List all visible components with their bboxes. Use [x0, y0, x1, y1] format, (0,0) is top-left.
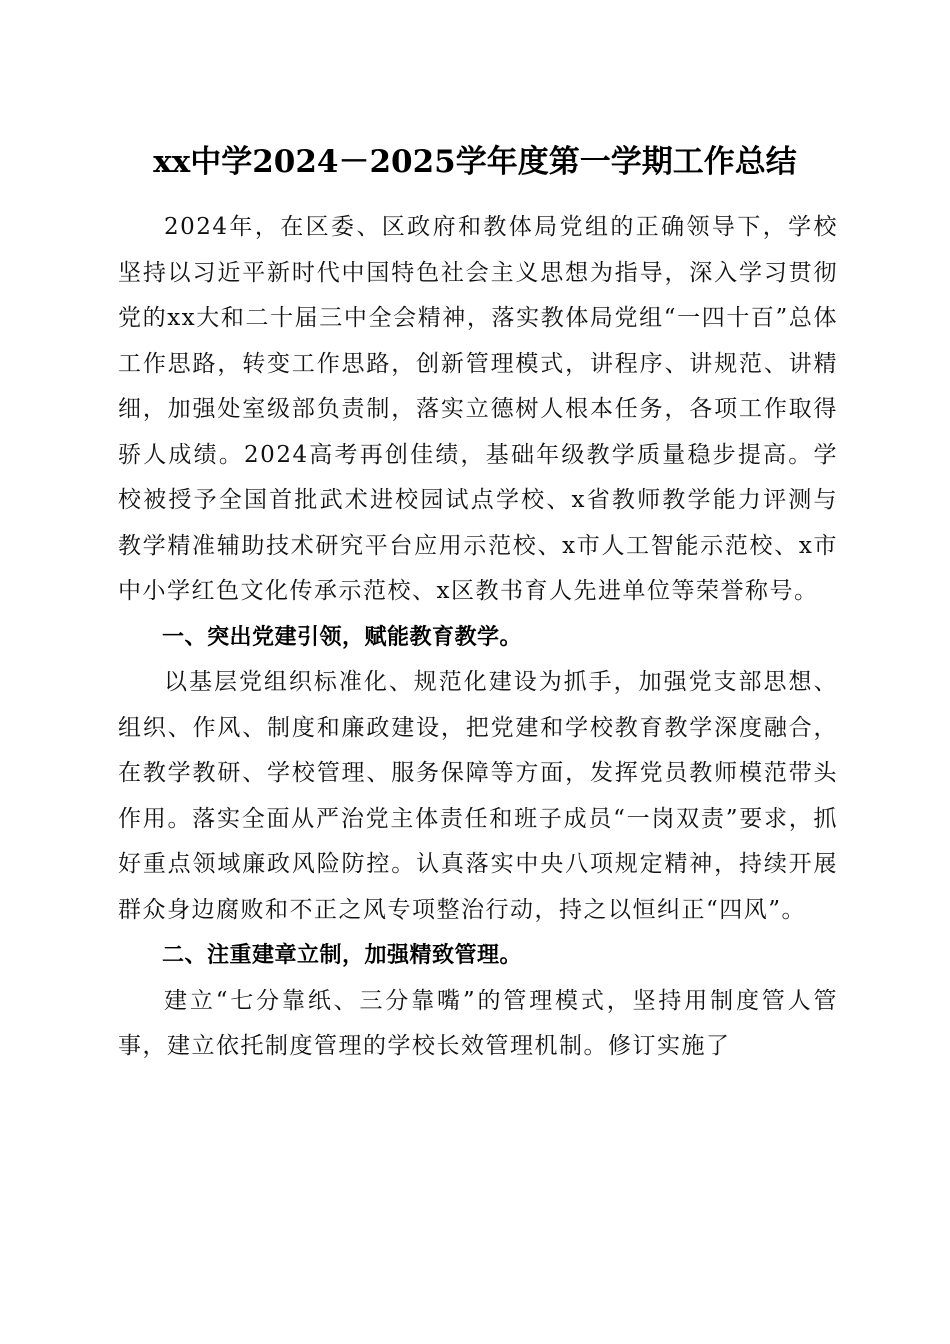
document-body	[118, 205, 838, 1070]
section-paragraph-2: 建立“七分靠纸、三分靠嘴”的管理模式，坚持用制度管人管事，建立依托制度管理的学校长效管理机制。修订实施了	[118, 987, 838, 1059]
intro-paragraph: 2024年，在区委、区政府和教体局党组的正确领导下，学校坚持以习近平新时代中国特色社会主义思想为指导，深入学习贯彻党的xx大和二十届三中全会精神，落实教体局党组“一四十百”总体工作思路，转变工作思路，创新管理模式，讲程序、讲规范、讲精细，加强处室级部负责制，落实立德树人根本任务，各项工作取得骄人成绩。2024高考再创佳绩，基础年级教学质量稳步提高。学校被授予全国首批武术进校园试点学校、x省教师教学能力评测与教学精准辅助技术研究平台应用示范校、x市人工智能示范校、x市中小学红色文化传承示范校、x区教书育人先进单位等荣誉称号。	[118, 214, 838, 604]
section-heading-1: 一、突出党建引领，赋能教育教学。	[162, 624, 523, 650]
section-heading-2: 二、注重建章立制，加强精致管理。	[162, 943, 523, 968]
document-title: xx中学2024－2025学年度第一学期工作总结	[153, 144, 797, 180]
section-paragraph-1: 以基层党组织标准化、规范化建设为抓手，加强党支部思想、组织、作风、制度和廉政建设，把党建和学校教育教学深度融合，在教学教研、学校管理、服务保障等方面，发挥党员教师模范带头作用。落实全面从严治党主体责任和班子成员“一岗双责”要求，抓好重点领域廉政风险防控。认真落实中央八项规定精神，持续开展群众身边腐败和不正之风专项整治行动，持之以恒纠正“四风”。	[118, 669, 838, 923]
